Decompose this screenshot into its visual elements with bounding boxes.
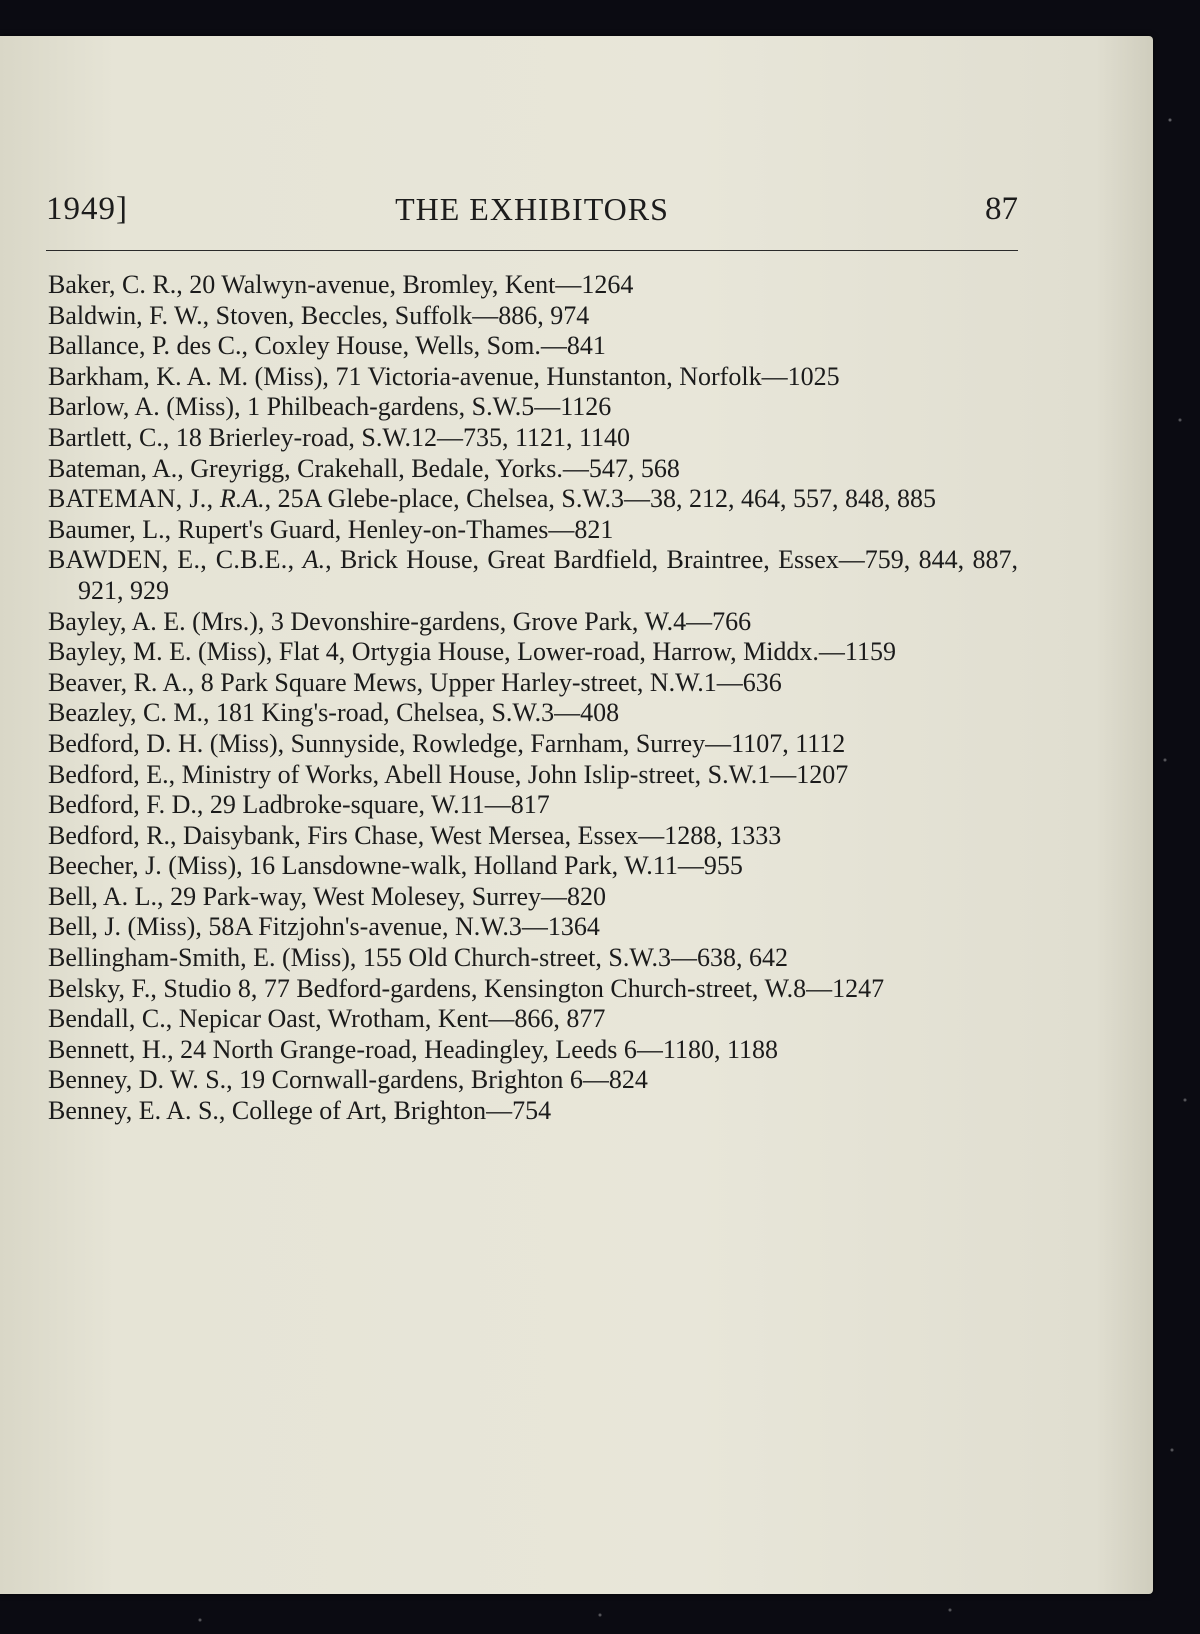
- exhibitor-details: Stoven, Beccles, Suffolk—886, 974: [209, 300, 590, 330]
- exhibitor-details: Ministry of Works, Abell House, John Islip-street, S.W.1—1207: [175, 759, 849, 789]
- exhibitor-entry: [48, 454, 1018, 485]
- exhibitor-entry: [48, 270, 1018, 301]
- exhibitor-name: Baumer, L.,: [48, 514, 172, 544]
- exhibitor-list: [48, 270, 1018, 1127]
- header-rule: [46, 250, 1018, 251]
- exhibitor-name: Beaver, R. A.,: [48, 667, 195, 697]
- exhibitor-details: Coxley House, Wells, Som.—841: [248, 331, 606, 361]
- exhibitor-details: Daisybank, Firs Chase, West Mersea, Essex—1288, 1333: [176, 820, 782, 850]
- exhibitor-entry: [48, 423, 1018, 454]
- exhibitor-name: Ballance, P. des C.,: [48, 331, 249, 361]
- page-number: 87: [985, 191, 1018, 227]
- exhibitor-entry: [48, 882, 1018, 913]
- exhibitor-name: Benney, E. A. S.,: [48, 1096, 226, 1126]
- exhibitor-entry: [48, 912, 1018, 943]
- exhibitor-entry: [48, 668, 1018, 699]
- exhibitor-name: Benney, D. W. S.,: [48, 1065, 233, 1095]
- exhibitor-name: Barkham, K. A. M. (Miss),: [48, 361, 329, 391]
- exhibitor-name: Bell, J. (Miss),: [48, 912, 202, 942]
- exhibitor-details: , Brick House, Great Bardfield, Braintree, Essex—759, 844, 887, 921, 929: [78, 545, 1018, 605]
- exhibitor-details: 29 Park-way, West Molesey, Surrey—820: [163, 881, 607, 911]
- exhibitor-name: Bayley, M. E. (Miss),: [48, 637, 273, 667]
- exhibitor-details: , 25A Glebe-place, Chelsea, S.W.3—38, 212, 464, 557, 848, 885: [264, 484, 936, 514]
- exhibitor-name: Bell, A. L.,: [48, 881, 164, 911]
- exhibitor-name: BATEMAN, J.,: [48, 484, 214, 514]
- exhibitor-name: Bedford, D. H. (Miss),: [48, 728, 285, 758]
- exhibitor-entry: [48, 607, 1018, 638]
- exhibitor-details: College of Art, Brighton—754: [225, 1096, 552, 1126]
- exhibitor-details: Greyrigg, Crakehall, Bedale, Yorks.—547, 568: [183, 453, 680, 483]
- exhibitor-entry: [48, 484, 1018, 515]
- exhibitor-entry: [48, 1035, 1018, 1066]
- exhibitor-details: 181 King's-road, Chelsea, S.W.3—408: [209, 698, 620, 728]
- exhibitor-entry: [48, 1004, 1018, 1035]
- exhibitor-entry: [48, 362, 1018, 393]
- academy-title: A.: [302, 545, 326, 575]
- exhibitor-entry: [48, 1096, 1018, 1127]
- exhibitor-name: Bedford, R.,: [48, 820, 177, 850]
- exhibitor-entry: [48, 821, 1018, 852]
- book-page: [0, 36, 1153, 1594]
- exhibitor-name: Bedford, F. D.,: [48, 790, 204, 820]
- exhibitor-entry: [48, 729, 1018, 760]
- exhibitor-entry: [48, 392, 1018, 423]
- exhibitor-details: 20 Walwyn-avenue, Bromley, Kent—1264: [182, 270, 634, 299]
- exhibitor-name: Bennett, H.,: [48, 1034, 174, 1064]
- exhibitor-details: 71 Victoria-avenue, Hunstanton, Norfolk—1025: [328, 361, 840, 391]
- exhibitor-name: Bayley, A. E. (Mrs.),: [48, 606, 265, 636]
- exhibitor-details: 3 Devonshire-gardens, Grove Park, W.4—766: [264, 606, 752, 636]
- exhibitor-details: 155 Old Church-street, S.W.3—638, 642: [356, 943, 789, 973]
- exhibitor-name: Baker, C. R.,: [48, 270, 183, 299]
- exhibitor-entry: [48, 545, 1018, 606]
- exhibitor-details: 19 Cornwall-gardens, Brighton 6—824: [232, 1065, 648, 1095]
- exhibitor-entry: [48, 851, 1018, 882]
- exhibitor-entry: [48, 974, 1018, 1005]
- exhibitor-details: 58A Fitzjohn's-avenue, N.W.3—1364: [201, 912, 600, 942]
- exhibitor-entry: [48, 1065, 1018, 1096]
- exhibitor-details: 29 Ladbroke-square, W.11—817: [203, 790, 550, 820]
- exhibitor-entry: [48, 301, 1018, 332]
- exhibitor-entry: [48, 760, 1018, 791]
- page-title: THE EXHIBITORS: [395, 191, 669, 227]
- exhibitor-details: 16 Lansdowne-walk, Holland Park, W.11—955: [242, 851, 743, 881]
- exhibitor-entry: [48, 637, 1018, 668]
- exhibitor-name: Belsky, F.,: [48, 973, 157, 1003]
- exhibitor-details: 1 Philbeach-gardens, S.W.5—1126: [240, 392, 612, 422]
- academy-title: R.A.: [219, 484, 265, 514]
- exhibitor-name: Bedford, E.,: [48, 759, 176, 789]
- exhibitor-details: Studio 8, 77 Bedford-gardens, Kensington Church-street, W.8—1247: [156, 973, 885, 1003]
- exhibitor-entry: [48, 698, 1018, 729]
- exhibitor-entry: [48, 943, 1018, 974]
- exhibitor-name: Beazley, C. M.,: [48, 698, 210, 728]
- exhibitor-name: Bellingham-Smith, E. (Miss),: [48, 943, 357, 973]
- exhibitor-name: Beecher, J. (Miss),: [48, 851, 243, 881]
- exhibitor-name: BAWDEN, E., C.B.E.,: [48, 545, 295, 575]
- exhibitor-name: Bateman, A.,: [48, 453, 184, 483]
- exhibitor-name: Baldwin, F. W.,: [48, 300, 210, 330]
- exhibitor-details: 8 Park Square Mews, Upper Harley-street, N.W.1—636: [194, 667, 782, 697]
- exhibitor-entry: [48, 515, 1018, 546]
- exhibitor-details: Sunnyside, Rowledge, Farnham, Surrey—1107, 1112: [284, 728, 846, 758]
- exhibitor-name: Bendall, C.,: [48, 1004, 173, 1034]
- exhibitor-entry: [48, 331, 1018, 362]
- exhibitor-details: 18 Brierley-road, S.W.12—735, 1121, 1140: [169, 422, 631, 452]
- running-header: [46, 191, 1018, 231]
- exhibitor-name: Barlow, A. (Miss),: [48, 392, 241, 422]
- exhibitor-details: Nepicar Oast, Wrotham, Kent—866, 877: [172, 1004, 606, 1034]
- exhibitor-entry: [48, 790, 1018, 821]
- exhibitor-name: Bartlett, C.,: [48, 422, 170, 452]
- exhibitor-details: Flat 4, Ortygia House, Lower-road, Harrow, Middx.—1159: [272, 637, 896, 667]
- header-year: 1949]: [46, 191, 128, 227]
- exhibitor-details: 24 North Grange-road, Headingley, Leeds 6—1180, 1188: [173, 1034, 778, 1064]
- exhibitor-details: Rupert's Guard, Henley-on-Thames—821: [171, 514, 614, 544]
